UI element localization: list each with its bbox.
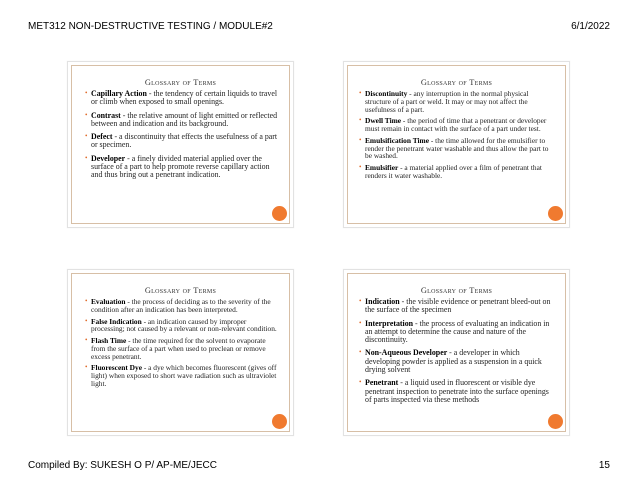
orange-bullet-icon: • xyxy=(359,163,362,172)
glossary-term: Discontinuity xyxy=(365,89,408,98)
page-footer-author: Compiled By: SUKESH O P/ AP-ME/JECC xyxy=(28,460,217,471)
glossary-term: Defect xyxy=(91,132,113,142)
glossary-item xyxy=(85,155,279,180)
glossary-item xyxy=(359,320,555,345)
glossary-definition: - a material applied over a film of penetrant that renders it water washable. xyxy=(365,163,542,180)
glossary-item xyxy=(359,349,555,374)
orange-bullet-icon: • xyxy=(85,153,88,162)
orange-circle-icon xyxy=(548,206,563,221)
glossary-item xyxy=(359,379,555,404)
glossary-item xyxy=(85,364,279,387)
glossary-item xyxy=(359,117,555,133)
glossary-term: Flash Time xyxy=(91,336,127,346)
orange-bullet-icon: • xyxy=(359,116,362,125)
orange-bullet-icon: • xyxy=(85,110,88,119)
orange-circle-icon xyxy=(272,414,287,429)
orange-bullet-icon: • xyxy=(85,89,88,97)
orange-bullet-icon: • xyxy=(359,318,362,327)
glossary-term: Penetrant xyxy=(365,378,399,388)
glossary-term: Evaluation xyxy=(91,297,126,306)
glossary-item xyxy=(85,318,279,334)
glossary-definition: - a discontinuity that effects the usefulness of a part or specimen. xyxy=(91,132,278,150)
glossary-term: Fluorescent Dye xyxy=(91,363,142,373)
slide-title: Glossary of Terms xyxy=(144,286,217,295)
glossary-term: Emulsifier xyxy=(365,163,399,173)
glossary-definition: - an indication caused by improper processing; not caused by a relevant or non-relevant condition. xyxy=(91,316,277,334)
glossary-item xyxy=(85,90,279,107)
slide-title: Glossary of Terms xyxy=(420,78,493,87)
glossary-term: Emulsification Time xyxy=(365,135,429,145)
glossary-definition: - any interruption in the normal physical structure of a part or weld. It may or may not affect the usefulness of a part. xyxy=(365,89,529,114)
slide-2 xyxy=(343,61,570,228)
glossary-term: Indication xyxy=(365,297,400,306)
orange-bullet-icon: • xyxy=(85,336,88,345)
glossary-item xyxy=(359,164,555,180)
orange-bullet-icon: • xyxy=(359,378,362,387)
glossary-item xyxy=(85,337,279,360)
slide-4 xyxy=(343,269,570,436)
glossary-item xyxy=(85,298,279,314)
orange-bullet-icon: • xyxy=(359,89,362,97)
glossary-term: Capillary Action xyxy=(91,89,147,98)
orange-bullet-icon: • xyxy=(85,316,88,325)
orange-circle-icon xyxy=(272,206,287,221)
glossary-item xyxy=(359,298,555,315)
glossary-definition: - the relative amount of light emitted or reflected between and indication and its background. xyxy=(91,110,278,128)
glossary-definition: - a developer in which developing powder is applied as a suspension in a quick drying solvent xyxy=(365,348,542,375)
slide-title: Glossary of Terms xyxy=(420,286,493,295)
orange-bullet-icon: • xyxy=(85,297,88,305)
glossary-term: Non-Aqueous Developer xyxy=(365,348,448,358)
glossary-term: Developer xyxy=(91,153,126,163)
orange-bullet-icon: • xyxy=(85,363,88,372)
glossary-definition: - the time required for the solvent to evaporate from the surface of a part when used to preclean or remove excess penetrant. xyxy=(91,336,266,361)
glossary-definition: - the time allowed for the emulsifier to render the penetrant water washable and thus allow the part to be washed. xyxy=(365,135,549,161)
slide-title: Glossary of Terms xyxy=(144,78,217,87)
orange-bullet-icon: • xyxy=(359,297,362,305)
glossary-item xyxy=(85,112,279,129)
orange-circle-icon xyxy=(548,414,563,429)
glossary-definition: - the period of time that a penetrant or developer must remain in contact with the surface of a part under test. xyxy=(365,116,547,134)
orange-bullet-icon: • xyxy=(359,348,362,357)
glossary-term: Dwell Time xyxy=(365,116,402,126)
glossary-term: Contrast xyxy=(91,110,121,120)
glossary-definition: - the tendency of certain liquids to travel or climb when exposed to small openings. xyxy=(91,89,278,107)
page-header-title: MET312 NON-DESTRUCTIVE TESTING / MODULE#2 xyxy=(28,21,273,32)
glossary-item xyxy=(359,137,555,160)
slide-3 xyxy=(67,269,294,436)
glossary-item xyxy=(85,133,279,150)
glossary-definition: - a liquid used in fluorescent or visible dye penetrant inspection to penetrate into the surface openings of parts inspected via these methods xyxy=(365,378,549,404)
glossary-definition: - a dye which becomes fluorescent (gives off light) when exposed to short wave radiation such as ultraviolet light. xyxy=(91,363,277,388)
glossary-definition: - the process of deciding as to the severity of the condition after an indication has been interpreted. xyxy=(91,297,271,314)
glossary-definition: - the visible evidence or penetrant bleed-out on the surface of the specimen xyxy=(365,297,551,315)
slide-1 xyxy=(67,61,294,228)
glossary-item xyxy=(359,90,555,113)
glossary-term: Interpretation xyxy=(365,318,414,328)
orange-bullet-icon: • xyxy=(359,135,362,144)
page-number: 15 xyxy=(598,460,610,471)
glossary-definition: - a finely divided material applied over the surface of a part to help promote reverse capillary action and thus bring out a penetrant indication. xyxy=(91,153,270,180)
page-header-date: 6/1/2022 xyxy=(571,21,610,32)
glossary-definition: - the process of evaluating an indication in an attempt to determine the cause and nature of the discontinuity. xyxy=(365,318,550,345)
orange-bullet-icon: • xyxy=(85,132,88,141)
glossary-term: False Indication xyxy=(91,316,142,326)
